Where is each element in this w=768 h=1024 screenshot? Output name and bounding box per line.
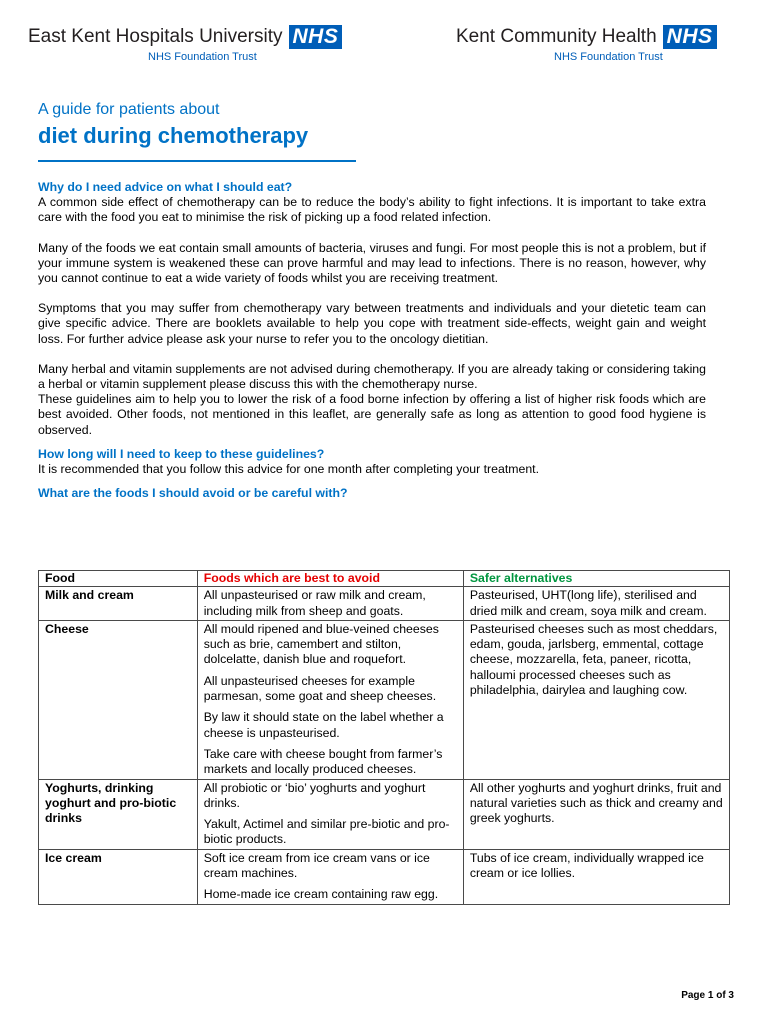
paragraph-side-effect: A common side effect of chemotherapy can be to reduce the body’s ability to fight infections. It is important to take extra care with the food you eat to minimise the risk of picking up a food related infection. — [38, 195, 706, 225]
table-row-milk — [39, 587, 730, 621]
avoid-text: All unpasteurised or raw milk and cream, including milk from sheep and goats. — [203, 588, 426, 618]
title-underline — [38, 160, 356, 162]
article-body — [38, 180, 706, 501]
column-header-safer: Safer alternatives — [463, 571, 729, 587]
guide-subtitle: A guide for patients about — [38, 101, 220, 118]
paragraph-one-month: It is recommended that you follow this advice for one month after completing your treatment. — [38, 462, 540, 477]
avoid-text: By law it should state on the label whether a cheese is unpasteurised. — [203, 710, 444, 740]
table-row-cheese — [39, 620, 730, 779]
avoid-cell — [197, 620, 463, 779]
kent-community-org-name: Kent Community Health — [456, 26, 657, 47]
avoid-cell — [197, 587, 463, 621]
guide-title: diet during chemotherapy — [38, 123, 309, 148]
avoid-text: Yakult, Actimel and similar pre-biotic and pro-biotic products. — [203, 817, 450, 847]
food-cell: Ice cream — [39, 849, 198, 904]
column-header-avoid: Foods which are best to avoid — [197, 571, 463, 587]
table-row-ice-cream — [39, 849, 730, 904]
safer-cell — [463, 849, 729, 904]
paragraph-supplements: Many herbal and vitamin supplements are not advised during chemotherapy. If you are already taking or considering taking a herbal or vitamin supplement please discuss this with the chemotherapy nurse. — [38, 361, 706, 392]
avoid-cell — [197, 849, 463, 904]
column-header-food: Food — [39, 571, 198, 587]
page-number: Page 1 of 3 — [681, 990, 734, 1001]
paragraph-guidelines: These guidelines aim to help you to lower the risk of a food borne infection by offering a list of higher risk foods which are best avoided. Other foods, not mentioned in this leaflet, are generally safe as long as attention to good food hygiene is observed. — [38, 392, 706, 437]
kent-community-org-block — [456, 24, 717, 63]
guide-title-block — [38, 100, 738, 162]
table-row-yoghurts — [39, 779, 730, 849]
east-kent-org-name: East Kent Hospitals University — [28, 26, 283, 47]
safer-cell — [463, 620, 729, 779]
paragraph-symptoms: Symptoms that you may suffer from chemotherapy vary between treatments and individuals and your dietetic team can give specific advice. There are booklets available to help you cope with treatment side-effects, weight gain and weight loss. For further advice please ask your nurse to refer you to the oncology dietitian. — [38, 301, 706, 346]
avoid-text: Home-made ice cream containing raw egg. — [203, 887, 439, 902]
avoid-text: Soft ice cream from ice cream vans or ice cream machines. — [203, 850, 430, 881]
avoid-text: All probiotic or ‘bio’ yoghurts and yoghurt drinks. — [203, 780, 426, 810]
page-header — [0, 0, 768, 80]
east-kent-org-block — [28, 24, 342, 63]
safer-text: Tubs of ice cream, individually wrapped ice cream or ice lollies. — [469, 850, 704, 881]
food-cell: Milk and cream — [39, 587, 198, 621]
food-guidance-table — [38, 570, 730, 905]
safer-text: Pasteurised cheeses such as most cheddars, edam, gouda, jarlsberg, emmental, cottage cheese, mozzarella, feta, paneer, ricotta, halloumi processed cheeses such as philadelphia, dairylea and laughing cow. — [469, 621, 718, 698]
food-cell: Yoghurts, drinking yoghurt and pro-biotic drinks — [39, 779, 198, 849]
question-why-advice: Why do I need advice on what I should eat? — [38, 180, 293, 194]
paragraph-bacteria: Many of the foods we eat contain small amounts of bacteria, viruses and fungi. For most people this is not a problem, but if your immune system is weakened these can prove harmful and may lead to infections. There is no reason, however, why you cannot continue to eat a wide variety of foods whilst you are receiving treatment. — [38, 240, 706, 286]
safer-text: Pasteurised, UHT(long life), sterilised and dried milk and cream, soya milk and cream. — [469, 588, 707, 618]
east-kent-trust-label: NHS Foundation Trust — [148, 51, 257, 63]
avoid-text: Take care with cheese bought from farmer’s markets and locally produced cheeses. — [203, 746, 443, 777]
table-header-row — [39, 571, 730, 587]
safer-cell — [463, 779, 729, 849]
avoid-text: All unpasteurised cheeses for example parmesan, some goat and sheep cheeses. — [203, 673, 437, 704]
nhs-logo-right: NHS — [663, 25, 717, 49]
kent-community-trust-label: NHS Foundation Trust — [554, 51, 663, 63]
avoid-cell — [197, 779, 463, 849]
safer-text: All other yoghurts and yoghurt drinks, fruit and natural varieties such as thick and creamy and greek yoghurts. — [469, 780, 723, 826]
food-cell: Cheese — [39, 620, 198, 779]
avoid-text: All mould ripened and blue-veined cheeses such as brie, camembert and stilton, dolcelatte, danish blue and roquefort. — [203, 621, 439, 667]
question-foods-avoid: What are the foods I should avoid or be careful with? — [38, 486, 348, 501]
safer-cell — [463, 587, 729, 621]
question-how-long: How long will I need to keep to these guidelines? — [38, 446, 325, 461]
nhs-logo-left: NHS — [289, 25, 343, 49]
